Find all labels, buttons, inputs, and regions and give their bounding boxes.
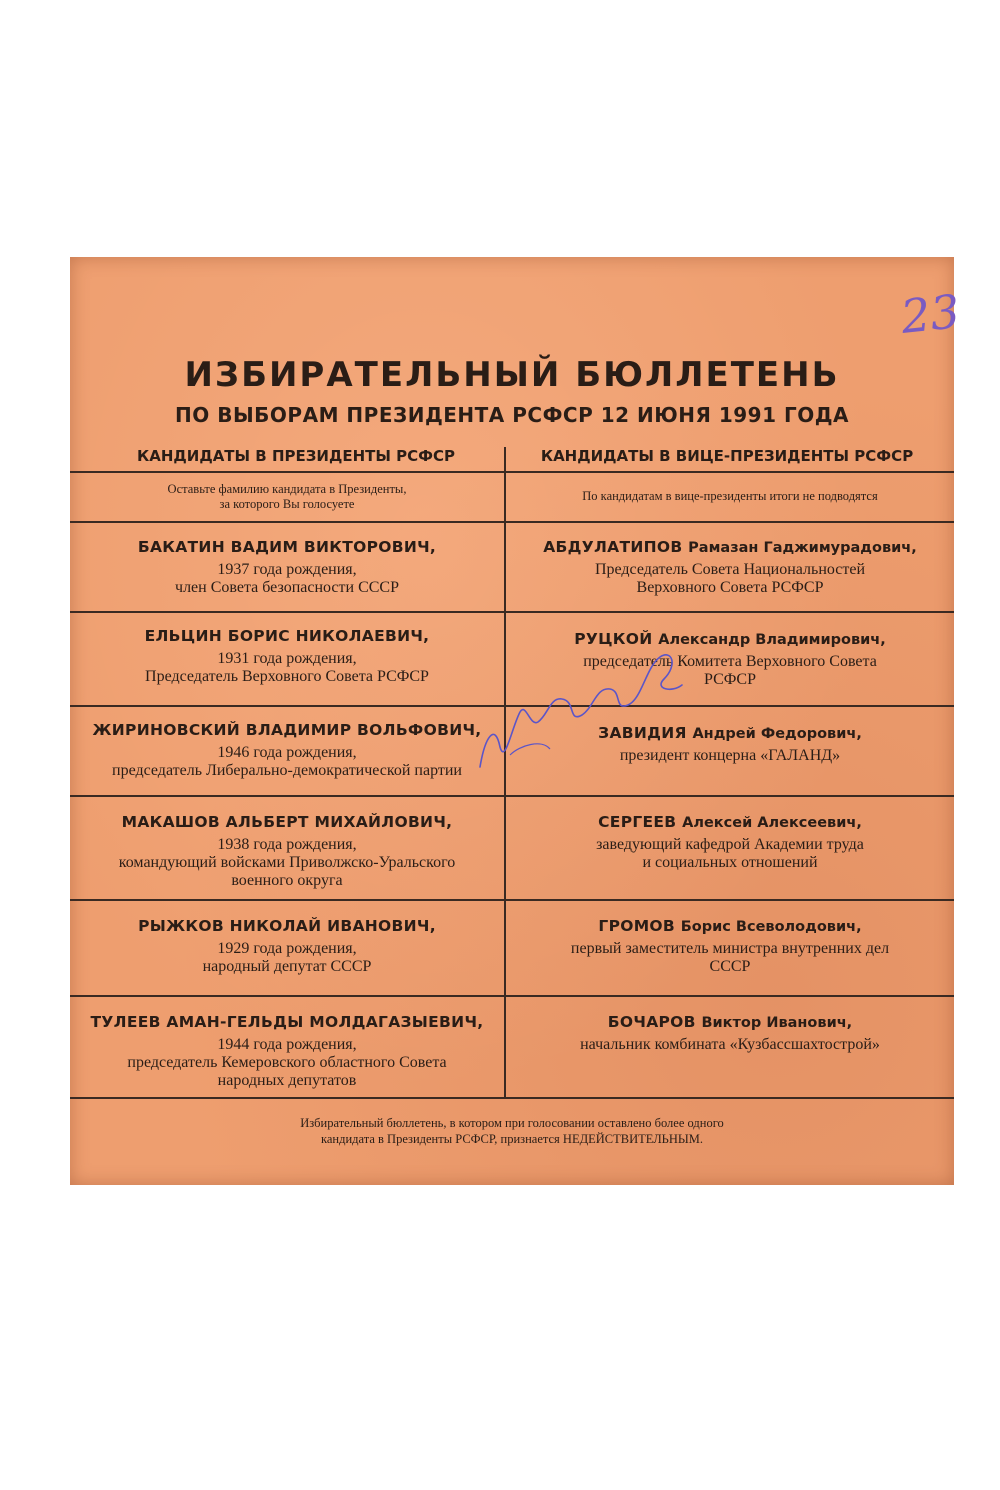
row-divider bbox=[70, 521, 954, 523]
candidate-info: командующий войсками Приволжско-Уральского bbox=[118, 854, 456, 871]
president-candidate[interactable] bbox=[70, 721, 504, 780]
ballot-paper bbox=[70, 257, 963, 1185]
candidate-info: Председатель Совета Национальностей bbox=[594, 561, 866, 578]
candidate-name: ЖИРИНОВСКИЙ ВЛАДИМИР ВОЛЬФОВИЧ, bbox=[92, 721, 482, 739]
row-divider bbox=[70, 899, 954, 901]
candidate-name: БАКАТИН ВАДИМ ВИКТОРОВИЧ, bbox=[137, 538, 437, 556]
president-candidate[interactable] bbox=[70, 917, 504, 976]
row-divider bbox=[70, 795, 954, 797]
candidate-name: РУЦКОЙ Александр Владимирович, bbox=[574, 630, 886, 648]
candidate-info: 1937 года рождения, bbox=[217, 561, 357, 578]
vice-president-candidate bbox=[506, 917, 954, 976]
candidate-info: начальник комбината «Кузбассшахтострой» bbox=[580, 1036, 880, 1053]
candidate-info: Верховного Совета РСФСР bbox=[636, 579, 824, 596]
candidate-name: ТУЛЕЕВ АМАН-ГЕЛЬДЫ МОЛДАГАЗЫЕВИЧ, bbox=[90, 1013, 484, 1031]
candidate-info: народный депутат СССР bbox=[202, 958, 372, 975]
candidate-info: 1938 года рождения, bbox=[217, 836, 357, 853]
president-column-header: КАНДИДАТЫ В ПРЕЗИДЕНТЫ РСФСР bbox=[137, 447, 455, 465]
president-instruction: Оставьте фамилию кандидата в Президенты, за которого Вы голосуете bbox=[167, 482, 407, 511]
row-divider bbox=[70, 1097, 954, 1099]
candidate-name: СЕРГЕЕВ Алексей Алексеевич, bbox=[598, 813, 862, 831]
candidate-name: МАКАШОВ АЛЬБЕРТ МИХАЙЛОВИЧ, bbox=[121, 813, 453, 831]
candidate-info: народных депутатов bbox=[217, 1072, 357, 1089]
candidate-info: председатель Кемеровского областного Совета bbox=[127, 1054, 447, 1071]
candidate-info: президент концерна «ГАЛАНД» bbox=[619, 747, 841, 764]
candidate-info: Председатель Верховного Совета РСФСР bbox=[145, 668, 429, 685]
vice-president-column-header: КАНДИДАТЫ В ВИЦЕ-ПРЕЗИДЕНТЫ РСФСР bbox=[540, 447, 914, 465]
candidate-name: ГРОМОВ Борис Всеволодович, bbox=[598, 917, 862, 935]
row-divider bbox=[70, 611, 954, 613]
vice-president-instruction: По кандидатам в вице-президенты итоги не подводятся bbox=[582, 489, 878, 503]
president-candidate[interactable] bbox=[70, 538, 504, 597]
candidate-info: и социальных отношений bbox=[642, 854, 818, 871]
candidate-info: первый заместитель министра внутренних дел bbox=[570, 940, 890, 957]
ballot-subtitle: ПО ВЫБОРАМ ПРЕЗИДЕНТА РСФСР 12 ИЮНЯ 1991 ГОДА bbox=[175, 403, 849, 427]
vice-president-candidate bbox=[506, 538, 954, 597]
candidate-info: 1931 года рождения, bbox=[217, 650, 357, 667]
vice-president-candidate bbox=[506, 813, 954, 872]
candidate-info: председатель Либерально-демократической партии bbox=[112, 762, 462, 779]
candidate-info: военного округа bbox=[231, 872, 343, 889]
header-divider bbox=[70, 471, 954, 473]
president-candidate[interactable] bbox=[70, 627, 504, 686]
candidate-name: РЫЖКОВ НИКОЛАЙ ИВАНОВИЧ, bbox=[138, 917, 436, 935]
candidate-info: 1946 года рождения, bbox=[217, 744, 357, 761]
candidate-info: РСФСР bbox=[704, 671, 756, 688]
president-candidate[interactable] bbox=[70, 813, 504, 890]
candidate-info: 1944 года рождения, bbox=[217, 1036, 357, 1053]
president-candidate[interactable] bbox=[70, 1013, 504, 1090]
row-divider bbox=[70, 995, 954, 997]
candidate-name: АБДУЛАТИПОВ Рамазан Гаджимурадович, bbox=[543, 538, 917, 556]
ballot-footer-note: Избирательный бюллетень, в котором при голосовании оставлено более одного кандидата в Президенты РСФСР, признается НЕДЕЙСТВИТЕЛЬНЫМ. bbox=[300, 1116, 724, 1146]
candidate-info: заведующий кафедрой Академии труда bbox=[596, 836, 864, 853]
candidate-name: БОЧАРОВ Виктор Иванович, bbox=[607, 1013, 853, 1031]
candidate-info: член Совета безопасности СССР bbox=[175, 579, 399, 596]
handwritten-signature-mark bbox=[450, 627, 690, 777]
handwritten-sheet-number: 23 bbox=[898, 284, 963, 344]
candidate-name: ЕЛЬЦИН БОРИС НИКОЛАЕВИЧ, bbox=[144, 627, 430, 645]
ballot-title: ИЗБИРАТЕЛЬНЫЙ БЮЛЛЕТЕНЬ bbox=[184, 355, 840, 395]
candidate-info: 1929 года рождения, bbox=[217, 940, 357, 957]
candidate-info: СССР bbox=[709, 958, 751, 975]
candidate-info: председатель Комитета Верховного Совета bbox=[583, 653, 877, 670]
vice-president-candidate bbox=[506, 1013, 954, 1054]
candidate-name: ЗАВИДИЯ Андрей Федорович, bbox=[598, 724, 862, 742]
